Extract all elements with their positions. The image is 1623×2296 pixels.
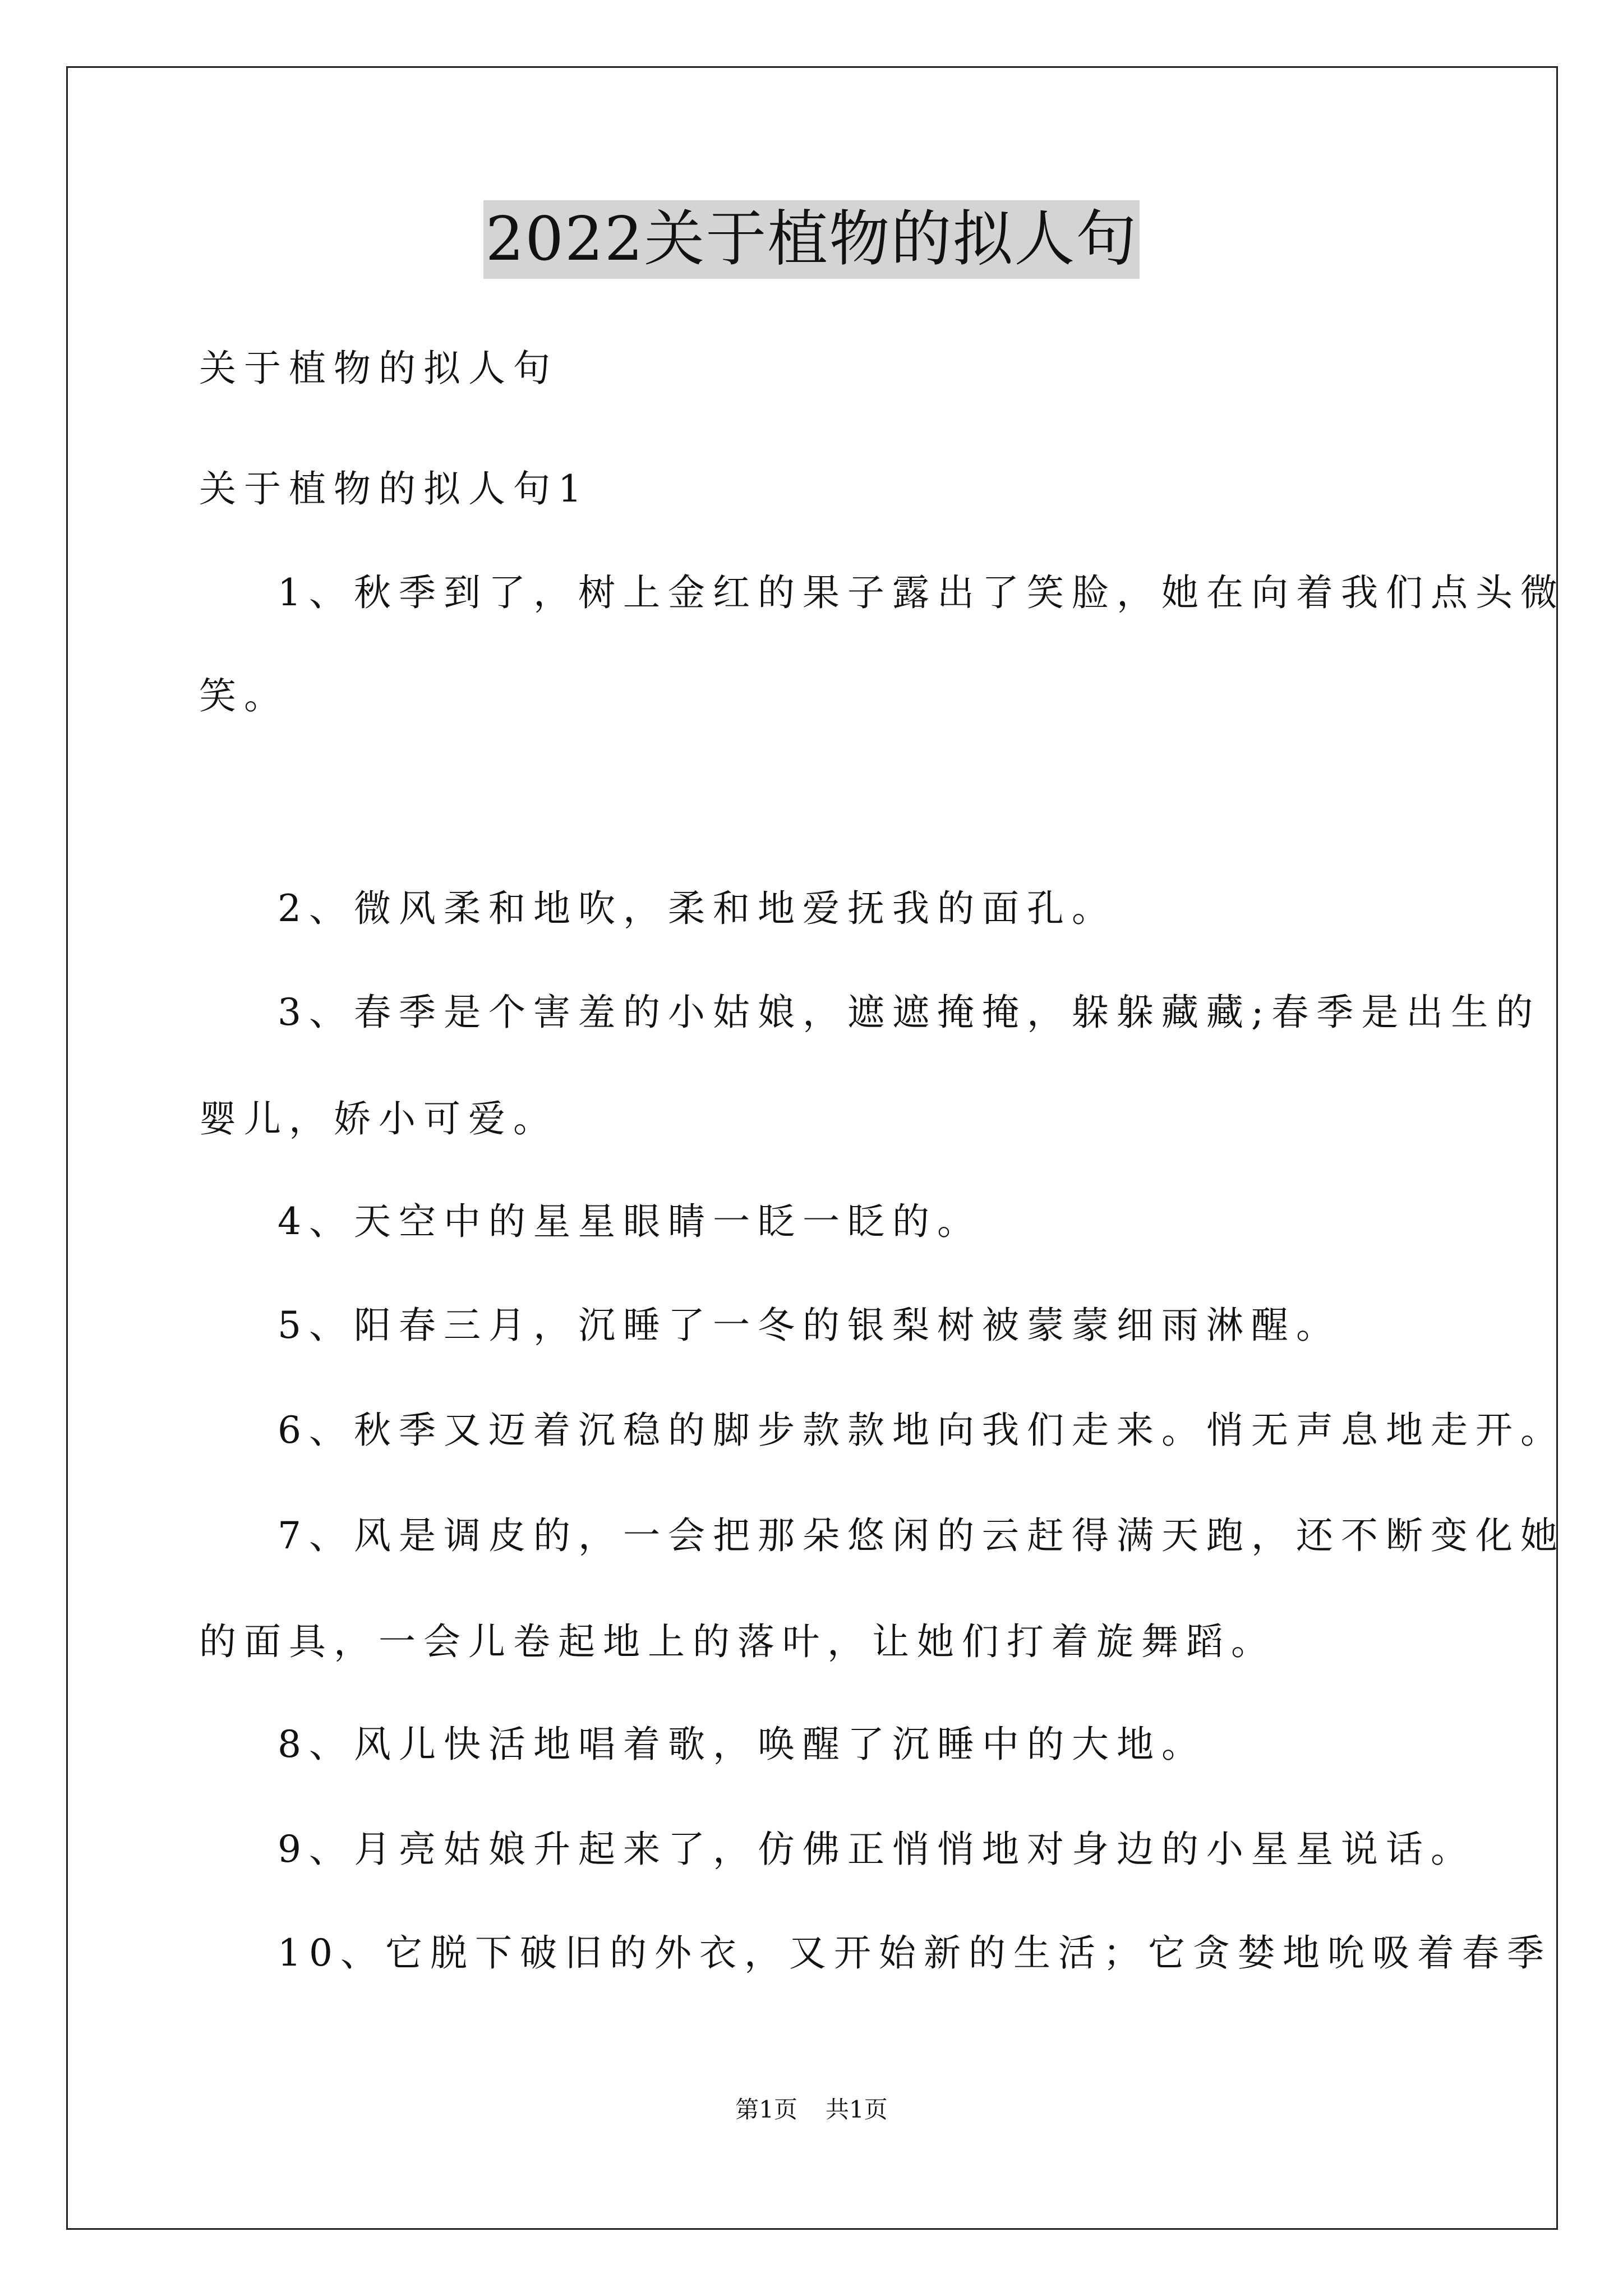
sentence-1-line-2: 笑。 [199, 674, 289, 717]
sentence-8: 8、风儿快活地唱着歌，唤醒了沉睡中的大地。 [278, 1723, 1206, 1766]
page-number: 第1页 [735, 2096, 797, 2123]
subtitle: 关于植物的拟人句 [199, 347, 558, 390]
sentence-3-line-2: 婴儿，娇小可爱。 [199, 1097, 558, 1140]
sentence-3-line-1: 3、春季是个害羞的小姑娘，遮遮掩掩，躲躲藏藏;春季是出生的 [278, 991, 1541, 1034]
section-heading: 关于植物的拟人句1 [199, 467, 589, 510]
sentence-9: 9、月亮姑娘升起来了，仿佛正悄悄地对身边的小星星说话。 [278, 1828, 1476, 1871]
sentence-7-line-1: 7、风是调皮的，一会把那朵悠闲的云赶得满天跑，还不断变化她 [278, 1514, 1565, 1557]
sentence-1-line-1: 1、秋季到了，树上金红的果子露出了笑脸，她在向着我们点头微 [278, 571, 1565, 614]
sentence-4: 4、天空中的星星眼睛一眨一眨的。 [278, 1200, 982, 1243]
page-total: 共1页 [826, 2096, 888, 2123]
sentence-7-line-2: 的面具，一会儿卷起地上的落叶，让她们打着旋舞蹈。 [199, 1620, 1276, 1663]
sentence-5: 5、阳春三月，沉睡了一冬的银梨树被蒙蒙细雨淋醒。 [278, 1304, 1341, 1347]
document-title: 2022关于植物的拟人句 [483, 200, 1140, 279]
page-footer [0, 2093, 1623, 2127]
sentence-10-line-1: 10、它脱下破旧的外衣，又开始新的生活；它贪婪地吮吸着春季 [278, 1931, 1552, 1975]
sentence-6: 6、秋季又迈着沉稳的脚步款款地向我们走来。悄无声息地走开。 [278, 1409, 1565, 1452]
title-container [0, 200, 1623, 279]
sentence-2: 2、微风柔和地吹，柔和地爱抚我的面孔。 [278, 887, 1117, 930]
